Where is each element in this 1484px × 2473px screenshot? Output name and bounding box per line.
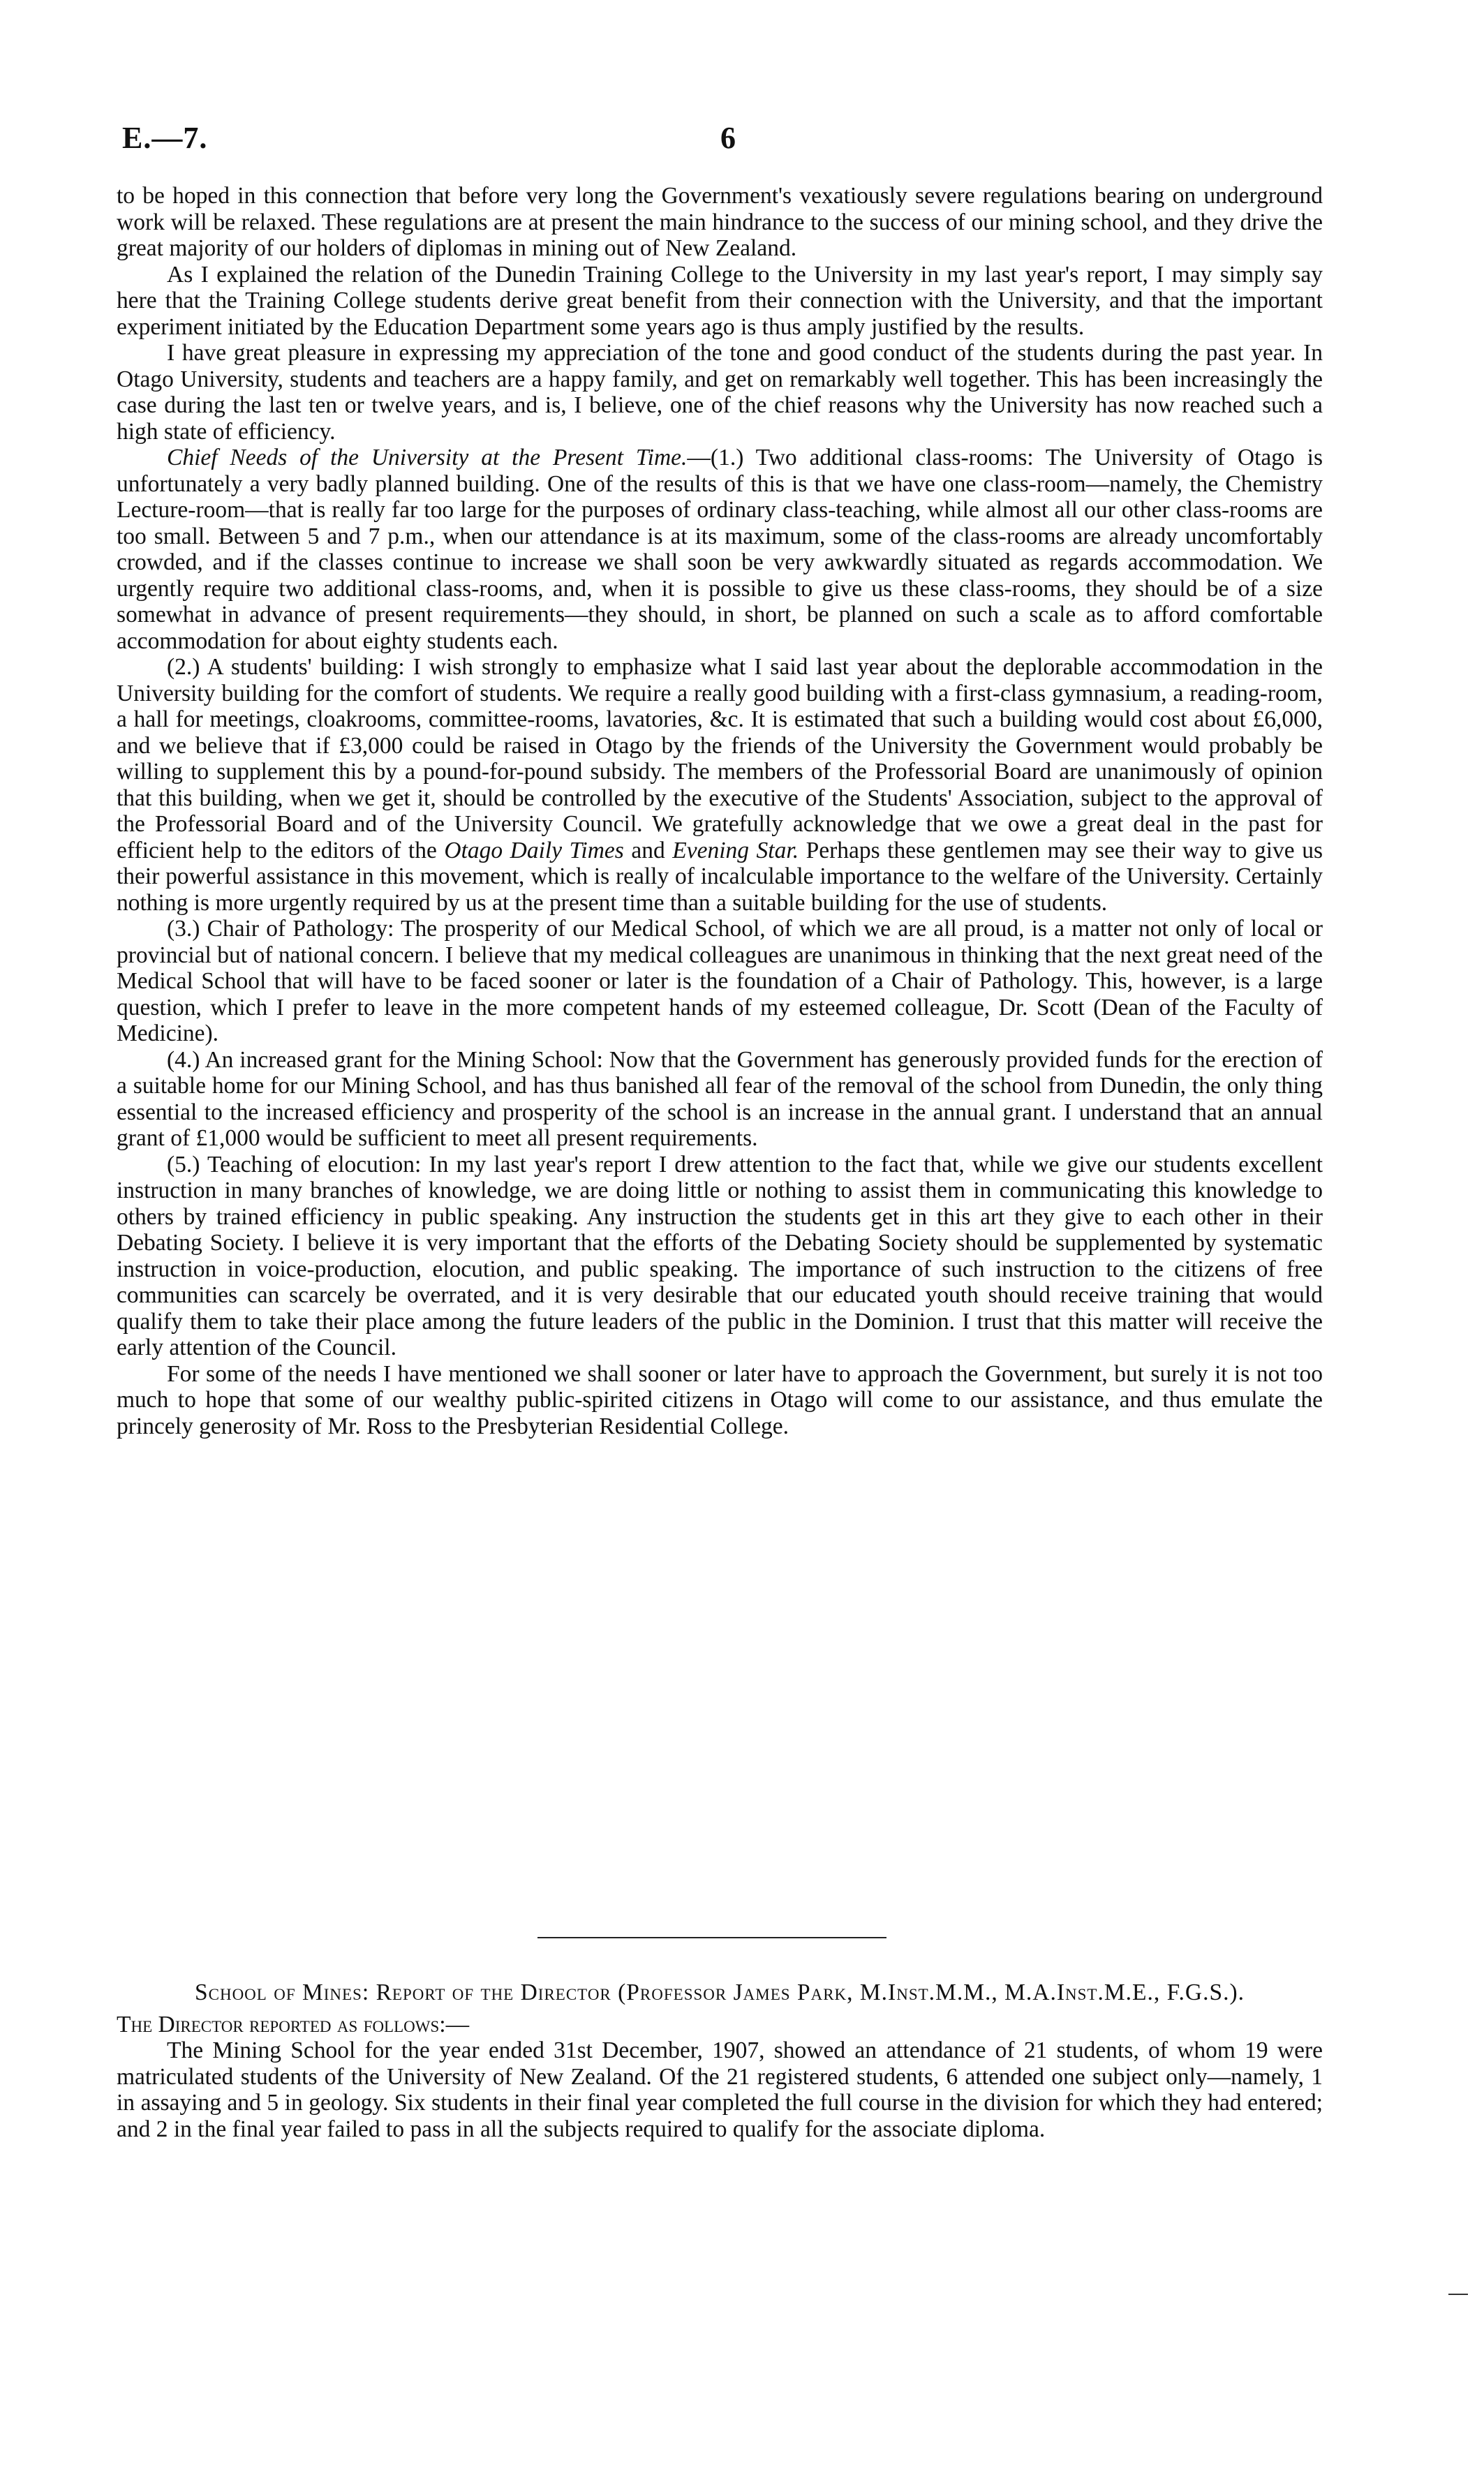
paragraph-continuation: to be hoped in this connection that before very long the Government's vexatiously severe regulations bearing on underground work will be relaxed. These regulations are at present the main hindrance to the success of our mining school, and they drive the great majority of our holders of diplomas in mining out of New Zealand. [117,183,1323,261]
paragraph-need-3-pathology: (3.) Chair of Pathology: The prosperity of our Medical School, of which we are all proud, is a matter not only of local or provincial but of national concern. I believe that my medical colleagues are unanimous in thinking that the next great need of the Medical School that will have to be faced sooner or later is the foundation of a Chair of Pathology. This, however, is a large question, which I prefer to leave in the more competent hands of my esteemed colleague, Dr. Scott (Dean of the Faculty of Medicine). [117,916,1323,1046]
paragraph-training-college: As I explained the relation of the Dunedin Training College to the University in my last year's report, I may simply say here that the Training College students derive great benefit from their connection with the University, and that the important experiment initiated by the Education Department some years ago is thus amply justified by the results. [117,261,1323,340]
need-2-conjunction: and [623,837,673,863]
paragraph-need-4-mining-grant: (4.) An increased grant for the Mining School: Now that the Government has generously provided funds for the erection of a suitable home for our Mining School, and has thus banished all fear of the removal of the school from Dunedin, the only thing essential to the increased efficiency and prosperity of the school is an increase in the annual grant. I understand that an annual grant of £1,000 would be sufficient to meet all present requirements. [117,1046,1323,1151]
need-2-text-b: Perhaps these gentlemen may see their way to give us their powerful assistance in this movement, which is really of incalculable importance to the welfare of the University. Certainly nothing is more urgently required by us at the present time than a suitable building for the use of students. [117,837,1323,916]
margin-mark [1448,2294,1468,2295]
report-code: E.—7. [122,121,208,155]
paragraph-need-2-students-building [117,654,1323,916]
paragraph-students-conduct: I have great pleasure in expressing my appreciation of the tone and good conduct of the students during the past year. In Otago University, students and teachers are a happy family, and get on remarkably well together. This has been increasingly the case during the last ten or twelve years, and is, I believe, one of the chief reasons why the University has now reached such a high state of efficiency. [117,340,1323,445]
need-1-classrooms: —(1.) Two additional class-rooms: The University of Otago is unfortunately a very badly planned building. One of the results of this is that we have one class-room—namely, the Chemistry Lecture-room—that is really far too large for the purposes of ordinary class-teaching, while almost all our other class-rooms are too small. Between 5 and 7 p.m., when our attendance is at its maximum, some of the class-rooms are already uncomfortably crowded, and if the classes continue to increase we shall soon be very awkwardly situated as regards accommodation. We urgently require two additional class-rooms, and, when it is possible to give us these class-rooms, they should be of a size somewhat in advance of present requirements—they should, in short, be planned on such a scale as to afford comfortable accommodation for about eighty students each. [117,445,1323,654]
need-2-text-a: (2.) A students' building: I wish strongly to emphasize what I said last year about the deplorable accommodation in the University building for the comfort of students. We require a really good building with a first-class gymnasium, a reading-room, a hall for meetings, cloakrooms, committee-rooms, lavatories, &c. It is estimated that such a building would cost about £6,000, and we believe that if £3,000 could be raised in Otago by the friends of the University the Government would probably be willing to supplement this by a pound-for-pound subsidy. The members of the Professorial Board are unanimously of opinion that this building, when we get it, should be controlled by the executive of the Students' Association, subject to the approval of the Professorial Board and of the University Council. We gratefully acknowledge that we owe a great deal in the past for efficient help to the editors of the [117,654,1323,863]
newspaper-otago-daily-times: Otago Daily Times [444,837,624,863]
report-body [117,183,1323,1439]
school-of-mines-section [117,1980,1323,2142]
page-number: 6 [720,121,736,155]
director-lead: The Director reported as follows:— [117,2011,470,2037]
chief-needs-heading: Chief Needs of the University at the Present Time. [167,445,688,470]
newspaper-evening-star: Evening Star. [672,837,799,863]
paragraph-need-5-elocution: (5.) Teaching of elocution: In my last year's report I drew attention to the fact that, while we give our students excellent instruction in many branches of knowledge, we are doing little or nothing to assist them in communicating this knowledge to others by trained efficiency in public speaking. Any instruction the students get in this art they give to each other in their Debating Society. I believe it is very important that the efforts of the Debating Society should be supplemented by systematic instruction in voice-production, elocution, and public speaking. The importance of such instruction to the citizens of free communities can scarcely be overrated, and it is very desirable that our educated youth should receive training that would qualify them to take their place among the future leaders of the public in the Dominion. I trust that this matter will receive the early attention of the Council. [117,1151,1323,1360]
paragraph-chief-needs [117,445,1323,654]
paragraph-closing: For some of the needs I have mentioned we shall sooner or later have to approach the Government, but surely it is not too much to hope that some of our wealthy public-spirited citizens in Otago will come to our assistance, and thus emulate the princely generosity of Mr. Ross to the Presbyterian Residential College. [117,1360,1323,1439]
page-header [122,120,1323,162]
section-divider [537,1937,886,1938]
mining-school-attendance: The Mining School for the year ended 31st December, 1907, showed an attendance of 21 students, of whom 19 were matriculated students of the University of New Zealand. Of the 21 registered students, 6 attended one subject only—namely, 1 in assaying and 5 in geology. Six students in their final year completed the full course in the division for which they had entered; and 2 in the final year failed to pass in all the subjects required to qualify for the associate diploma. [117,2037,1323,2142]
school-of-mines-heading: School of Mines: Report of the Director (Professor James Park, M.Inst.M.M., M.A.Inst.M.E., F.G.S.). [194,1980,1245,2005]
